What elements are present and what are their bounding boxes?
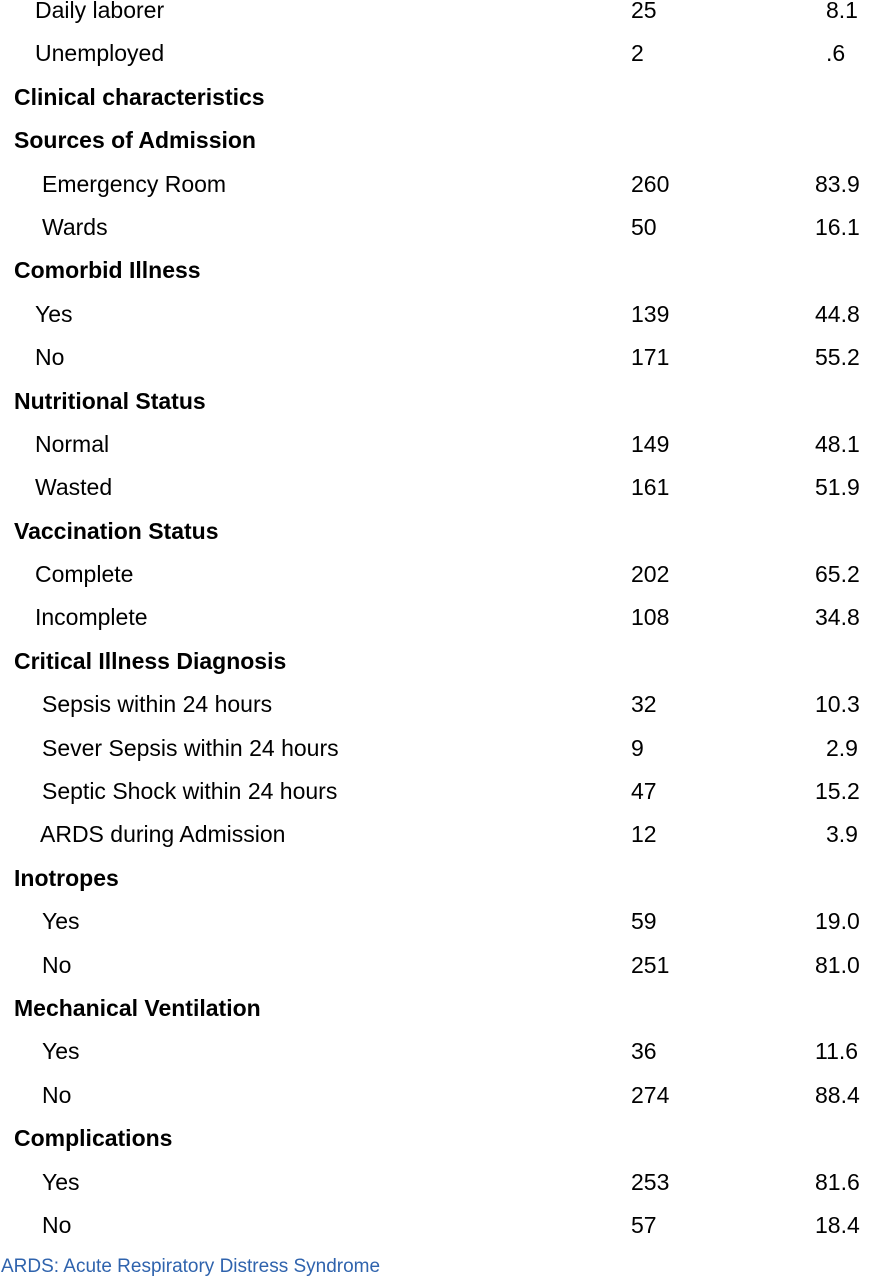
row-label: No <box>35 344 65 371</box>
percent-cell: 65.2 <box>815 561 860 588</box>
count-cell: 59 <box>631 908 657 935</box>
count-cell: 149 <box>631 430 670 457</box>
count-cell: 260 <box>631 170 670 197</box>
table-row <box>0 432 876 475</box>
count-cell: 36 <box>631 1038 657 1065</box>
count-cell: 253 <box>631 1168 670 1195</box>
table-row <box>0 172 876 215</box>
count-cell: 108 <box>631 604 670 631</box>
section-header: Inotropes <box>14 864 119 891</box>
row-label: Incomplete <box>35 604 148 631</box>
percent-cell: 81.0 <box>815 951 860 978</box>
section-header: Sources of Admission <box>14 127 256 154</box>
percent-cell: 34.8 <box>815 604 860 631</box>
row-label: Wards <box>42 213 108 240</box>
percent-cell: .6 <box>826 40 846 67</box>
row-label: No <box>42 1081 72 1108</box>
row-label: Unemployed <box>35 40 165 67</box>
count-cell: 161 <box>631 474 670 501</box>
table-row <box>0 1083 876 1126</box>
row-label: Wasted <box>35 474 113 501</box>
row-label: Sepsis within 24 hours <box>42 691 273 718</box>
table-row <box>0 605 876 648</box>
section-header: Comorbid Illness <box>14 257 201 284</box>
table-row <box>0 736 876 779</box>
percent-cell: 48.1 <box>815 430 860 457</box>
count-cell: 2 <box>631 40 644 67</box>
row-label: Sever Sepsis within 24 hours <box>42 734 339 761</box>
percent-cell: 16.1 <box>815 213 860 240</box>
count-cell: 57 <box>631 1211 657 1238</box>
row-label: ARDS during Admission <box>40 821 286 848</box>
percent-cell: 3.9 <box>826 821 858 848</box>
percent-cell: 88.4 <box>815 1081 860 1108</box>
table-row <box>0 345 876 388</box>
table-row <box>0 215 876 258</box>
count-cell: 171 <box>631 344 670 371</box>
section-header: Nutritional Status <box>14 387 206 414</box>
section-header-row <box>0 519 876 562</box>
section-header-row <box>0 1126 876 1169</box>
section-header-row <box>0 258 876 301</box>
table-row <box>0 1213 876 1256</box>
count-cell: 274 <box>631 1081 670 1108</box>
percent-cell: 2.9 <box>826 734 858 761</box>
row-label: Septic Shock within 24 hours <box>42 778 338 805</box>
row-label: No <box>42 951 72 978</box>
section-header-row <box>0 389 876 432</box>
section-header-row <box>0 649 876 692</box>
row-label: Daily laborer <box>35 0 165 23</box>
percent-cell: 81.6 <box>815 1168 860 1195</box>
table-row <box>0 475 876 518</box>
table-row <box>0 1170 876 1213</box>
table-row <box>0 822 876 865</box>
percent-cell: 8.1 <box>826 0 858 23</box>
section-header: Vaccination Status <box>14 517 219 544</box>
section-header: Mechanical Ventilation <box>14 994 261 1021</box>
table-row <box>0 1039 876 1082</box>
table-row <box>0 909 876 952</box>
section-header: Clinical characteristics <box>14 83 265 110</box>
percent-cell: 18.4 <box>815 1211 860 1238</box>
count-cell: 47 <box>631 778 657 805</box>
row-label: Yes <box>42 1038 80 1065</box>
footnote: ARDS: Acute Respiratory Distress Syndrome <box>1 1256 381 1277</box>
table-row <box>0 302 876 345</box>
table-row <box>0 41 876 84</box>
row-label: Emergency Room <box>42 170 227 197</box>
section-header-row <box>0 85 876 128</box>
percent-cell: 15.2 <box>815 778 860 805</box>
count-cell: 25 <box>631 0 657 23</box>
count-cell: 202 <box>631 561 670 588</box>
row-label: Yes <box>42 908 80 935</box>
section-header: Critical Illness Diagnosis <box>14 647 287 674</box>
count-cell: 32 <box>631 691 657 718</box>
table-row <box>0 0 876 41</box>
row-label: Yes <box>35 300 73 327</box>
table-row <box>0 692 876 735</box>
section-header: Complications <box>14 1125 173 1152</box>
percent-cell: 55.2 <box>815 344 860 371</box>
percent-cell: 11.6 <box>815 1038 859 1065</box>
row-label: Normal <box>35 430 110 457</box>
row-label: Yes <box>42 1168 80 1195</box>
section-header-row <box>0 866 876 909</box>
table-row <box>0 953 876 996</box>
count-cell: 12 <box>631 821 657 848</box>
percent-cell: 83.9 <box>815 170 860 197</box>
percent-cell: 10.3 <box>815 691 860 718</box>
row-label: Complete <box>35 561 134 588</box>
section-header-row <box>0 996 876 1039</box>
table-row <box>0 562 876 605</box>
percent-cell: 19.0 <box>815 908 860 935</box>
percent-cell: 51.9 <box>815 474 860 501</box>
table-row <box>0 779 876 822</box>
count-cell: 50 <box>631 213 657 240</box>
count-cell: 139 <box>631 300 670 327</box>
count-cell: 9 <box>631 734 644 761</box>
count-cell: 251 <box>631 951 670 978</box>
section-header-row <box>0 128 876 171</box>
row-label: No <box>42 1211 72 1238</box>
percent-cell: 44.8 <box>815 300 860 327</box>
